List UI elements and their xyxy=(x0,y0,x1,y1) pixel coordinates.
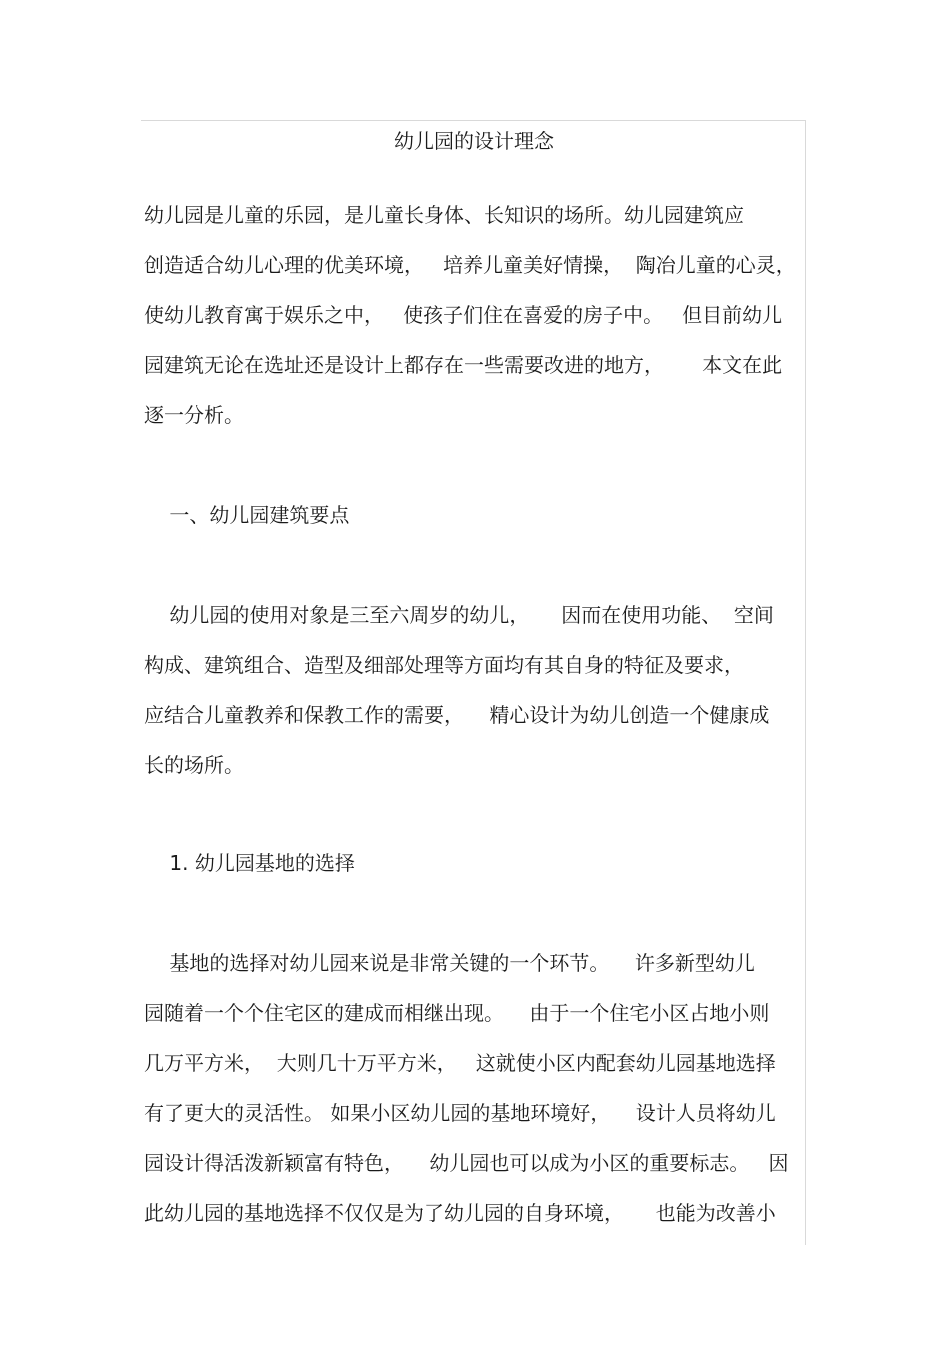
section-heading-line: 一、幼儿园建筑要点 xyxy=(144,503,350,527)
document-title: 幼儿园的设计理念 xyxy=(394,129,554,153)
paragraph-line: 园建筑无论在选址还是设计上都存在一些需要改进的地方， 本文在此 xyxy=(144,353,783,377)
paragraph-line: 应结合儿童教养和保教工作的需要， 精心设计为幼儿创造一个健康成 xyxy=(144,703,770,727)
paragraph-line: 园设计得活泼新颖富有特色， 幼儿园也可以成为小区的重要标志。 因 xyxy=(144,1151,789,1175)
paragraph-line: 有了更大的灵活性。 如果小区幼儿园的基地环境好， 设计人员将幼儿 xyxy=(144,1101,776,1125)
paragraph-line: 幼儿园是儿童的乐园，是儿童长身体、长知识的场所。幼儿园建筑应 xyxy=(144,203,744,227)
paragraph-line: 构成、建筑组合、造型及细部处理等方面均有其自身的特征及要求， xyxy=(144,653,744,677)
paragraph-line: 使幼儿教育寓于娱乐之中， 使孩子们住在喜爱的房子中。 但目前幼儿 xyxy=(144,303,783,327)
subsection-heading-line: 1. 幼儿园基地的选择 xyxy=(144,851,355,875)
paragraph-line: 几万平方米， 大则几十万平方米， 这就使小区内配套幼儿园基地选择 xyxy=(144,1051,776,1075)
paragraph-line: 园随着一个个住宅区的建成而相继出现。 由于一个住宅小区占地小则 xyxy=(144,1001,770,1025)
paragraph-line: 长的场所。 xyxy=(144,753,244,777)
paragraph-line: 幼儿园的使用对象是三至六周岁的幼儿， 因而在使用功能、 空间 xyxy=(144,603,774,627)
paragraph-line: 基地的选择对幼儿园来说是非常关键的一个环节。 许多新型幼儿 xyxy=(144,951,755,975)
paragraph-line: 创造适合幼儿心理的优美环境， 培养儿童美好情操， 陶冶儿童的心灵， xyxy=(144,253,796,277)
paragraph-line: 逐一分析。 xyxy=(144,403,244,427)
paragraph-line: 此幼儿园的基地选择不仅仅是为了幼儿园的自身环境， 也能为改善小 xyxy=(144,1201,776,1225)
